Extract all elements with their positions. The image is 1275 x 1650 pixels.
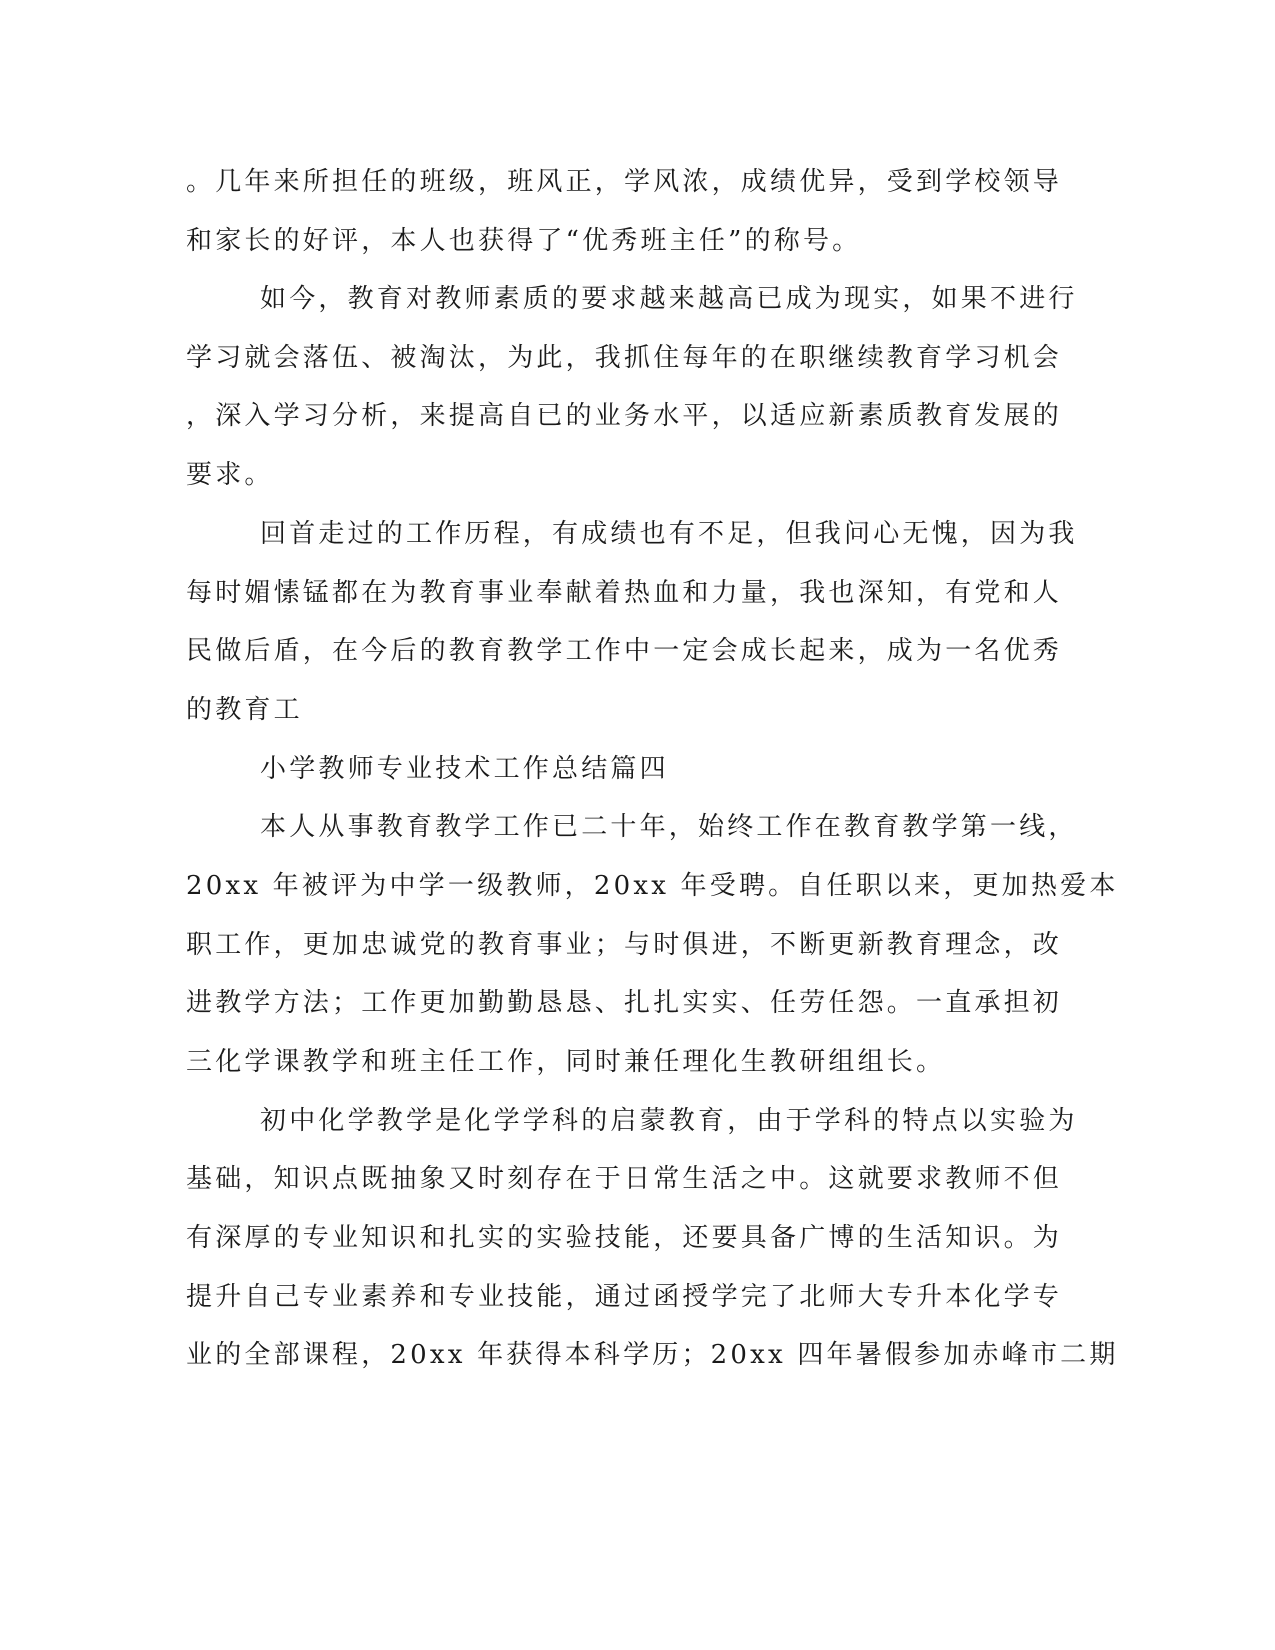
paragraph-first-line: 回首走过的工作历程，有成绩也有不足，但我问心无愧，因为我 bbox=[260, 519, 1078, 549]
text-line: 有深厚的专业知识和扎实的实验技能，还要具备广博的生活知识。为 bbox=[186, 1223, 1063, 1253]
text-line: 业的全部课程，20xx 年获得本科学历；20xx 四年暑假参加赤峰市二期 bbox=[186, 1340, 1119, 1370]
text-line: 民做后盾，在今后的教育教学工作中一定会成长起来，成为一名优秀 bbox=[186, 636, 1063, 666]
paragraph-first-line: 如今，教育对教师素质的要求越来越高已成为现实，如果不进行 bbox=[260, 284, 1078, 314]
text-line: 职工作，更加忠诚党的教育事业；与时俱进，不断更新教育理念，改 bbox=[186, 930, 1063, 960]
text-line: ，深入学习分析，来提高自已的业务水平，以适应新素质教育发展的 bbox=[186, 401, 1063, 431]
text-line: 提升自己专业素养和专业技能，通过函授学完了北师大专升本化学专 bbox=[186, 1282, 1063, 1312]
text-line: 基础，知识点既抽象又时刻存在于日常生活之中。这就要求教师不但 bbox=[186, 1164, 1063, 1194]
text-line: 20xx 年被评为中学一级教师，20xx 年受聘。自任职以来，更加热爱本 bbox=[186, 871, 1119, 901]
paragraph-first-line: 本人从事教育教学工作已二十年，始终工作在教育教学第一线， bbox=[260, 812, 1078, 842]
text-line: 。几年来所担任的班级，班风正，学风浓，成绩优异，受到学校领导 bbox=[186, 167, 1063, 197]
text-line: 三化学课教学和班主任工作，同时兼任理化生教研组组长。 bbox=[186, 1047, 946, 1077]
text-line: 每时媚愫锰都在为教育事业奉献着热血和力量，我也深知，有党和人 bbox=[186, 578, 1063, 608]
text-line: 要求。 bbox=[186, 460, 274, 490]
paragraph-first-line: 初中化学教学是化学学科的启蒙教育，由于学科的特点以实验为 bbox=[260, 1106, 1078, 1136]
section-heading: 小学教师专业技术工作总结篇四 bbox=[260, 754, 669, 784]
text-line: 学习就会落伍、被淘汰，为此，我抓住每年的在职继续教育学习机会 bbox=[186, 343, 1063, 373]
text-line: 和家长的好评，本人也获得了“优秀班主任”的称号。 bbox=[186, 226, 862, 256]
text-line: 的教育工 bbox=[186, 695, 303, 725]
text-line: 进教学方法；工作更加勤勤恳恳、扎扎实实、任劳任怨。一直承担初 bbox=[186, 988, 1063, 1018]
